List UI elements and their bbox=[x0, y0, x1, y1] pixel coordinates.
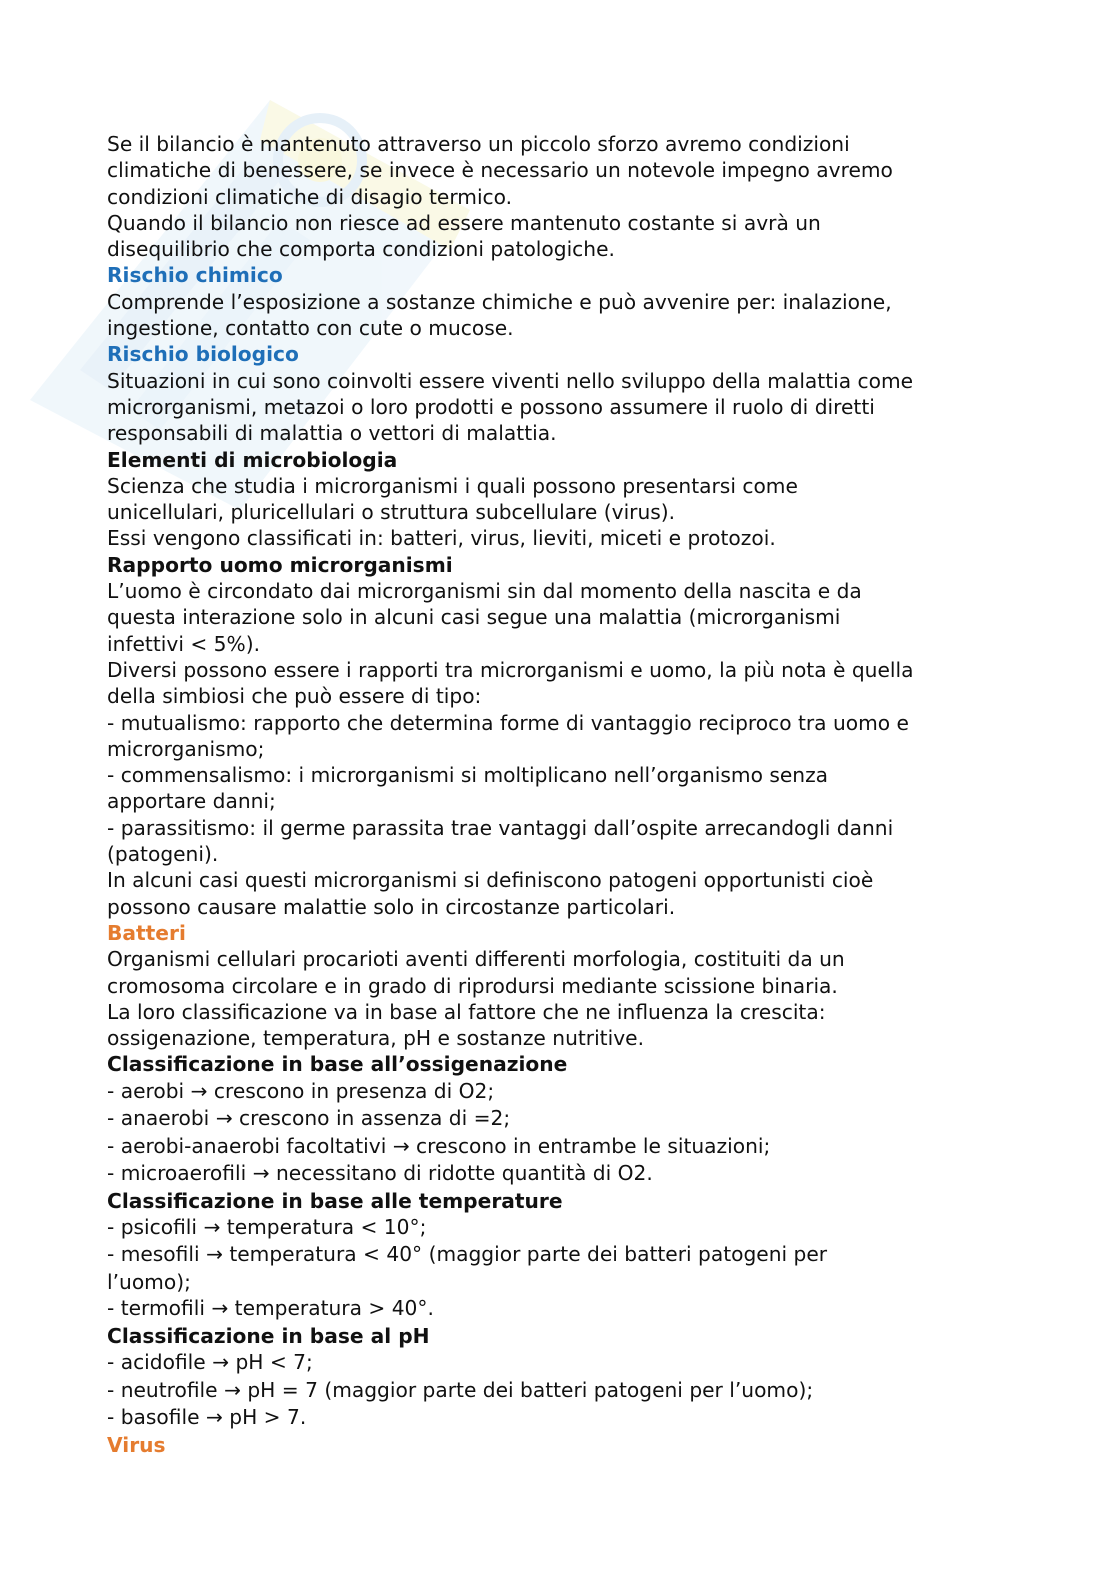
list-item: - aerobi → crescono in presenza di O2; bbox=[107, 1078, 495, 1103]
text-line: unicellulari, pluricellulari o struttura subcellulare (virus). bbox=[107, 500, 676, 525]
text-line: responsabili di malattia o vettori di malattia. bbox=[107, 421, 557, 446]
text-line: l’uomo); bbox=[107, 1269, 191, 1294]
text-line: - parassitismo: il germe parassita trae vantaggi dall’ospite arrecandogli danni bbox=[107, 815, 894, 840]
text-line: Situazioni in cui sono coinvolti essere viventi nello sviluppo della malattia come bbox=[107, 368, 914, 393]
text-line: apportare danni; bbox=[107, 789, 276, 814]
section-heading: Batteri bbox=[107, 920, 186, 945]
subsection-heading: Rapporto uomo microrganismi bbox=[107, 552, 453, 577]
text-line: questa interazione solo in alcuni casi segue una malattia (microrganismi bbox=[107, 605, 841, 630]
text-line: La loro classificazione va in base al fattore che ne influenza la crescita: bbox=[107, 999, 826, 1024]
list-item: - aerobi-anaerobi facoltativi → crescono in entrambe le situazioni; bbox=[107, 1133, 771, 1158]
subsection-heading: Classificazione in base all’ossigenazione bbox=[107, 1052, 568, 1077]
section-heading: Rischio biologico bbox=[107, 342, 299, 367]
text-line: Quando il bilancio non riesce ad essere mantenuto costante si avrà un bbox=[107, 210, 821, 235]
text-line: Scienza che studia i microrganismi i quali possono presentarsi come bbox=[107, 473, 798, 498]
text-line: L’uomo è circondato dai microrganismi sin dal momento della nascita e da bbox=[107, 579, 862, 604]
text-line: ingestione, contatto con cute o mucose. bbox=[107, 316, 514, 341]
document-page bbox=[107, 131, 1027, 1458]
list-item: - neutrofile → pH = 7 (maggior parte dei batteri patogeni per l’uomo); bbox=[107, 1377, 814, 1402]
text-line: infettivi < 5%). bbox=[107, 631, 260, 656]
text-line: Diversi possono essere i rapporti tra microrganismi e uomo, la più nota è quella bbox=[107, 657, 914, 682]
text-line: In alcuni casi questi microrganismi si definiscono patogeni opportunisti cioè bbox=[107, 868, 874, 893]
text-line: Se il bilancio è mantenuto attraverso un piccolo sforzo avremo condizioni bbox=[107, 132, 850, 156]
text-line: - commensalismo: i microrganismi si moltiplicano nell’organismo senza bbox=[107, 763, 829, 788]
text-line: della simbiosi che può essere di tipo: bbox=[107, 684, 482, 709]
subsection-heading: Classificazione in base alle temperature bbox=[107, 1188, 563, 1213]
text-line: (patogeni). bbox=[107, 842, 219, 867]
text-line: Essi vengono classificati in: batteri, virus, lieviti, miceti e protozoi. bbox=[107, 526, 776, 551]
text-line: ossigenazione, temperatura, pH e sostanze nutritive. bbox=[107, 1026, 644, 1051]
text-line: Comprende l’esposizione a sostanze chimiche e può avvenire per: inalazione, bbox=[107, 289, 892, 314]
list-item: - basofile → pH > 7. bbox=[107, 1405, 307, 1430]
text-line: - mutualismo: rapporto che determina forme di vantaggio reciproco tra uomo e bbox=[107, 710, 909, 735]
section-heading: Rischio chimico bbox=[107, 263, 283, 288]
list-item: - mesofili → temperatura < 40° (maggior parte dei batteri patogeni per bbox=[107, 1242, 828, 1267]
list-item: - acidofile → pH < 7; bbox=[107, 1350, 313, 1375]
list-item: - termofili → temperatura > 40°. bbox=[107, 1296, 434, 1321]
section-heading: Virus bbox=[107, 1432, 166, 1457]
list-item: - microaerofili → necessitano di ridotte quantità di O2. bbox=[107, 1161, 653, 1186]
text-line: condizioni climatiche di disagio termico. bbox=[107, 184, 513, 209]
text-line: Organismi cellulari procarioti aventi differenti morfologia, costituiti da un bbox=[107, 947, 845, 972]
subsection-heading: Classificazione in base al pH bbox=[107, 1323, 430, 1348]
text-line: disequilibrio che comporta condizioni patologiche. bbox=[107, 237, 615, 262]
list-item: - psicofili → temperatura < 10°; bbox=[107, 1214, 427, 1239]
text-line: cromosoma circolare e in grado di riprodursi mediante scissione binaria. bbox=[107, 973, 838, 998]
list-item: - anaerobi → crescono in assenza di =2; bbox=[107, 1106, 511, 1131]
text-line: possono causare malattie solo in circostanze particolari. bbox=[107, 894, 676, 919]
text-line: microrganismo; bbox=[107, 736, 265, 761]
text-line: microrganismi, metazoi o loro prodotti e possono assumere il ruolo di diretti bbox=[107, 394, 875, 419]
subsection-heading: Elementi di microbiologia bbox=[107, 447, 398, 472]
text-line: climatiche di benessere, se invece è necessario un notevole impegno avremo bbox=[107, 158, 893, 183]
